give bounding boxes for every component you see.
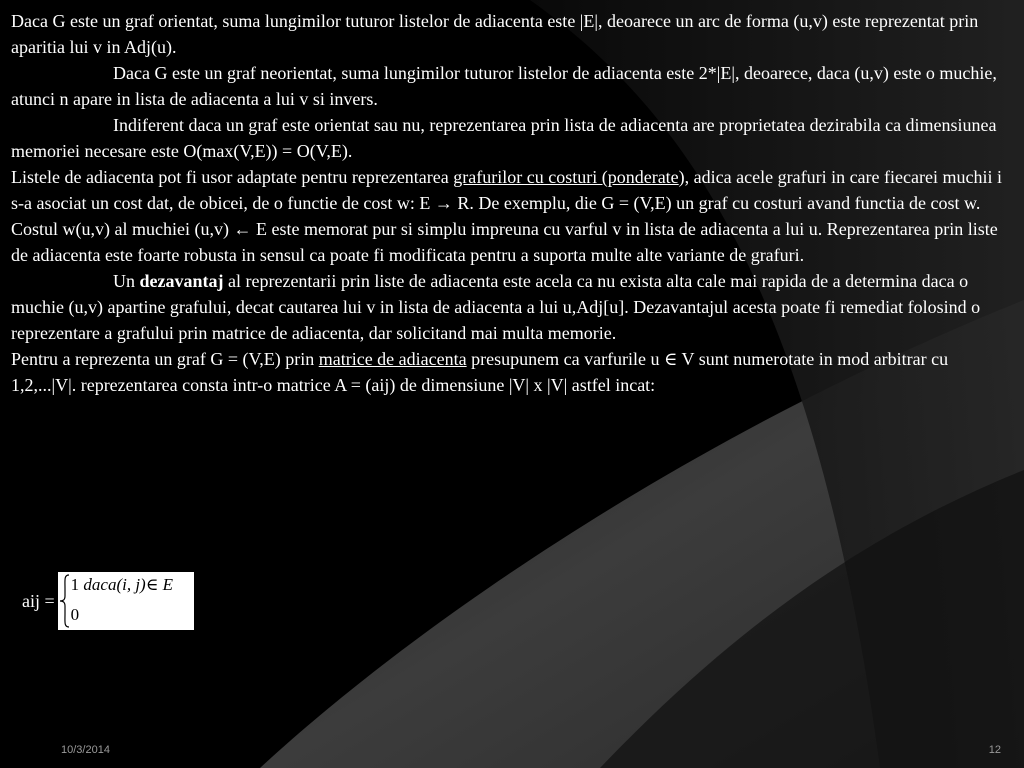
paragraph-memory-complexity: Indiferent daca un graf este orientat sau nu, reprezentarea prin lista de adiacenta are proprietatea dezirabila ca dimensiunea memoriei necesare este O(max(V,E)) = O(V,E). xyxy=(11,115,997,161)
adjacency-matrix-link[interactable]: matrice de adiacenta xyxy=(318,349,467,369)
formula-image xyxy=(58,572,194,630)
formula-label: aij = xyxy=(22,590,55,611)
paragraph-disadvantage: Un dezavantaj al reprezentarii prin liste de adiacenta este acela ca nu exista alta cale mai rapida de a determina daca o muchie (u,v) apartine grafului, decat cautarea lui v in lista de adiacenta a lui u,Adj[u]. Dezavantajul acesta poate fi remediat folosind o reprezentare a grafului prin matrice de adiacenta, dar solicitand mai multa memorie. xyxy=(11,271,981,343)
footer-page-number: 12 xyxy=(988,744,1001,756)
formula-case-one: 1 daca(i, j)∈ E xyxy=(70,575,173,594)
formula-case-zero: 0 xyxy=(70,605,80,624)
disadvantage-term: dezavantaj xyxy=(139,271,224,291)
paragraph-weighted-graphs: Listele de adiacenta pot fi usor adaptate pentru reprezentarea grafurilor cu costuri (ponderate), adica acele grafuri in care fiecarei muchii i s-a asociat un cost dat, de obicei, de o functie de cost w: E → R. De exemplu, die G = (V,E) un graf cu costuri avand functia de cost w. Costul w(u,v) al muchiei (u,v) ← E este memorat pur si simplu impreuna cu varful v in lista de adiacenta a lui u. Reprezentarea prin liste de adiacenta este foarte robusta in sensul ca poate fi modificata pentru a suporta multe alte variante de grafuri. xyxy=(11,167,1002,265)
weighted-graphs-link[interactable]: grafurilor cu costuri (ponderate xyxy=(453,167,679,187)
slide-body xyxy=(11,8,1015,398)
adjacency-formula xyxy=(22,570,194,632)
paragraph-adjacency-matrix: Pentru a reprezenta un graf G = (V,E) prin matrice de adiacenta presupunem ca varfurile u ∈ V sunt numerotate in mod arbitrar cu 1,2,...|V|. reprezentarea consta intr-o matrice A = (aij) de dimensiune |V| x |V| astfel incat: xyxy=(11,349,949,395)
left-brace xyxy=(59,574,71,628)
paragraph-directed-graph: Daca G este un graf orientat, suma lungimilor tuturor listelor de adiacenta este |E|, deoarece un arc de forma (u,v) este reprezentat prin aparitia lui v in Adj(u). xyxy=(11,11,979,57)
footer-date: 10/3/2014 xyxy=(61,744,110,756)
paragraph-undirected-graph: Daca G este un graf neorientat, suma lungimilor tuturor listelor de adiacenta este 2*|E|, deoarece, daca (u,v) este o muchie, atunci n apare in lista de adiacenta a lui v si invers. xyxy=(11,63,997,109)
